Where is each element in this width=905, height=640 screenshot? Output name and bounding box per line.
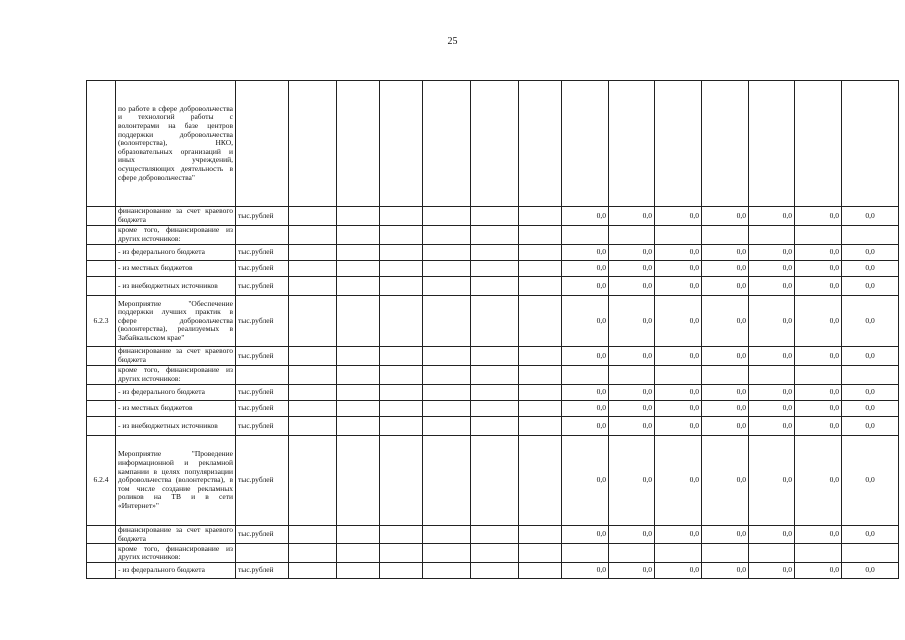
empty-cell — [471, 385, 519, 401]
empty-cell — [380, 296, 423, 347]
value-cell: 0,0 — [842, 296, 899, 347]
value-cell: 0,0 — [562, 347, 609, 366]
empty-cell — [337, 81, 380, 207]
value-cell: 0,0 — [795, 347, 842, 366]
value-cell: 0,0 — [795, 563, 842, 579]
value-cell: 0,0 — [842, 347, 899, 366]
row-number-cell — [87, 261, 116, 277]
table-row — [87, 366, 899, 385]
value-cell: 0,0 — [842, 385, 899, 401]
value-cell: 0,0 — [609, 563, 655, 579]
empty-cell — [423, 401, 471, 417]
value-cell: 0,0 — [562, 417, 609, 436]
value-cell: 0,0 — [702, 296, 749, 347]
empty-cell — [380, 366, 423, 385]
value-cell — [795, 81, 842, 207]
empty-cell — [423, 563, 471, 579]
value-cell: 0,0 — [655, 296, 702, 347]
value-cell: 0,0 — [702, 436, 749, 526]
value-cell: 0,0 — [749, 436, 795, 526]
row-description-cell: по работе в сфере добровольчества и технологий работы с волонтерами на базе центров поддержки добровольчества (волонтерства), НКО, образовательных организаций и иных учреждений, осуществляющих деятельность в сфере добровольчества" — [116, 81, 236, 207]
value-cell: 0,0 — [655, 347, 702, 366]
row-number-cell — [87, 347, 116, 366]
value-cell: 0,0 — [609, 401, 655, 417]
value-cell: 0,0 — [562, 245, 609, 261]
table-row — [87, 401, 899, 417]
row-description-cell: кроме того, финансирование из других источников: — [116, 544, 236, 563]
value-cell — [749, 544, 795, 563]
empty-cell — [337, 245, 380, 261]
value-cell: 0,0 — [609, 526, 655, 544]
value-cell: 0,0 — [655, 277, 702, 296]
empty-cell — [519, 544, 562, 563]
table-row — [87, 544, 899, 563]
row-number-cell — [87, 385, 116, 401]
value-cell — [562, 366, 609, 385]
empty-cell — [289, 385, 337, 401]
empty-cell — [337, 226, 380, 245]
value-cell — [842, 544, 899, 563]
value-cell — [702, 544, 749, 563]
empty-cell — [289, 245, 337, 261]
table-row — [87, 207, 899, 226]
value-cell: 0,0 — [655, 385, 702, 401]
row-unit-cell: тыс.рублей — [236, 261, 289, 277]
value-cell: 0,0 — [655, 563, 702, 579]
empty-cell — [423, 245, 471, 261]
value-cell: 0,0 — [609, 261, 655, 277]
value-cell: 0,0 — [702, 401, 749, 417]
empty-cell — [519, 526, 562, 544]
empty-cell — [337, 563, 380, 579]
row-number-cell — [87, 526, 116, 544]
value-cell: 0,0 — [795, 245, 842, 261]
value-cell: 0,0 — [562, 401, 609, 417]
value-cell: 0,0 — [609, 277, 655, 296]
empty-cell — [289, 226, 337, 245]
value-cell — [702, 366, 749, 385]
value-cell: 0,0 — [562, 296, 609, 347]
empty-cell — [519, 563, 562, 579]
empty-cell — [423, 81, 471, 207]
value-cell: 0,0 — [655, 436, 702, 526]
value-cell: 0,0 — [749, 401, 795, 417]
value-cell: 0,0 — [749, 417, 795, 436]
row-number-cell — [87, 226, 116, 245]
table-row — [87, 245, 899, 261]
empty-cell — [380, 526, 423, 544]
value-cell: 0,0 — [842, 526, 899, 544]
value-cell — [795, 226, 842, 245]
row-description-cell: - из федерального бюджета — [116, 245, 236, 261]
value-cell — [609, 226, 655, 245]
empty-cell — [380, 207, 423, 226]
row-unit-cell — [236, 81, 289, 207]
empty-cell — [337, 385, 380, 401]
value-cell: 0,0 — [702, 417, 749, 436]
empty-cell — [519, 81, 562, 207]
value-cell: 0,0 — [842, 436, 899, 526]
value-cell — [655, 544, 702, 563]
empty-cell — [471, 563, 519, 579]
value-cell: 0,0 — [562, 563, 609, 579]
row-unit-cell — [236, 366, 289, 385]
empty-cell — [289, 296, 337, 347]
empty-cell — [380, 226, 423, 245]
value-cell: 0,0 — [842, 401, 899, 417]
row-unit-cell — [236, 544, 289, 563]
value-cell — [702, 81, 749, 207]
value-cell: 0,0 — [842, 207, 899, 226]
value-cell: 0,0 — [609, 296, 655, 347]
empty-cell — [471, 401, 519, 417]
empty-cell — [471, 417, 519, 436]
row-unit-cell: тыс.рублей — [236, 417, 289, 436]
row-number-cell — [87, 81, 116, 207]
row-description-cell: - из внебюджетных источников — [116, 417, 236, 436]
value-cell: 0,0 — [702, 385, 749, 401]
value-cell — [795, 544, 842, 563]
value-cell: 0,0 — [655, 401, 702, 417]
empty-cell — [289, 81, 337, 207]
value-cell: 0,0 — [842, 245, 899, 261]
value-cell: 0,0 — [795, 261, 842, 277]
empty-cell — [423, 385, 471, 401]
value-cell: 0,0 — [702, 277, 749, 296]
row-description-cell: финансирование за счет краевого бюджета — [116, 526, 236, 544]
empty-cell — [423, 347, 471, 366]
row-number-cell: 6.2.3 — [87, 296, 116, 347]
empty-cell — [337, 436, 380, 526]
row-unit-cell: тыс.рублей — [236, 207, 289, 226]
empty-cell — [471, 366, 519, 385]
row-number-cell — [87, 563, 116, 579]
row-number-cell — [87, 544, 116, 563]
value-cell — [609, 544, 655, 563]
empty-cell — [471, 296, 519, 347]
empty-cell — [519, 417, 562, 436]
table-row — [87, 261, 899, 277]
table-row — [87, 81, 899, 207]
empty-cell — [289, 347, 337, 366]
empty-cell — [519, 296, 562, 347]
value-cell: 0,0 — [609, 207, 655, 226]
empty-cell — [337, 277, 380, 296]
page-number: 25 — [447, 36, 458, 47]
empty-cell — [471, 261, 519, 277]
value-cell: 0,0 — [562, 526, 609, 544]
table-body — [87, 81, 899, 579]
row-description-cell: финансирование за счет краевого бюджета — [116, 207, 236, 226]
table-row — [87, 526, 899, 544]
empty-cell — [423, 296, 471, 347]
value-cell: 0,0 — [609, 417, 655, 436]
empty-cell — [289, 366, 337, 385]
row-description-cell: - из федерального бюджета — [116, 563, 236, 579]
value-cell: 0,0 — [795, 207, 842, 226]
budget-table — [86, 80, 899, 579]
empty-cell — [289, 277, 337, 296]
row-description-cell: - из местных бюджетов — [116, 401, 236, 417]
empty-cell — [380, 436, 423, 526]
value-cell: 0,0 — [795, 526, 842, 544]
row-unit-cell: тыс.рублей — [236, 526, 289, 544]
value-cell: 0,0 — [562, 261, 609, 277]
table-row — [87, 296, 899, 347]
value-cell: 0,0 — [562, 385, 609, 401]
empty-cell — [519, 207, 562, 226]
empty-cell — [423, 544, 471, 563]
empty-cell — [471, 526, 519, 544]
value-cell: 0,0 — [655, 261, 702, 277]
empty-cell — [423, 261, 471, 277]
value-cell: 0,0 — [702, 261, 749, 277]
empty-cell — [380, 261, 423, 277]
empty-cell — [519, 385, 562, 401]
value-cell: 0,0 — [749, 526, 795, 544]
value-cell: 0,0 — [655, 245, 702, 261]
empty-cell — [519, 436, 562, 526]
value-cell: 0,0 — [702, 563, 749, 579]
value-cell: 0,0 — [795, 296, 842, 347]
empty-cell — [380, 544, 423, 563]
value-cell — [609, 366, 655, 385]
empty-cell — [380, 347, 423, 366]
row-description-cell: - из местных бюджетов — [116, 261, 236, 277]
value-cell — [842, 366, 899, 385]
empty-cell — [289, 544, 337, 563]
row-unit-cell: тыс.рублей — [236, 296, 289, 347]
value-cell: 0,0 — [795, 436, 842, 526]
empty-cell — [471, 81, 519, 207]
value-cell: 0,0 — [609, 436, 655, 526]
table-row — [87, 347, 899, 366]
value-cell — [842, 81, 899, 207]
value-cell: 0,0 — [749, 347, 795, 366]
value-cell: 0,0 — [702, 347, 749, 366]
empty-cell — [423, 366, 471, 385]
row-description-cell: кроме того, финансирование из других источников: — [116, 366, 236, 385]
value-cell — [655, 226, 702, 245]
empty-cell — [380, 563, 423, 579]
row-number-cell — [87, 401, 116, 417]
empty-cell — [289, 436, 337, 526]
empty-cell — [337, 207, 380, 226]
value-cell: 0,0 — [795, 417, 842, 436]
row-unit-cell: тыс.рублей — [236, 245, 289, 261]
empty-cell — [471, 226, 519, 245]
value-cell: 0,0 — [842, 277, 899, 296]
row-unit-cell: тыс.рублей — [236, 385, 289, 401]
value-cell — [842, 226, 899, 245]
value-cell — [749, 366, 795, 385]
empty-cell — [380, 245, 423, 261]
value-cell: 0,0 — [655, 207, 702, 226]
value-cell: 0,0 — [609, 385, 655, 401]
empty-cell — [380, 277, 423, 296]
value-cell: 0,0 — [749, 245, 795, 261]
empty-cell — [471, 207, 519, 226]
value-cell: 0,0 — [749, 296, 795, 347]
empty-cell — [519, 401, 562, 417]
table-row — [87, 277, 899, 296]
value-cell: 0,0 — [749, 563, 795, 579]
value-cell: 0,0 — [749, 385, 795, 401]
empty-cell — [337, 296, 380, 347]
value-cell: 0,0 — [655, 526, 702, 544]
empty-cell — [519, 261, 562, 277]
value-cell: 0,0 — [609, 347, 655, 366]
empty-cell — [519, 277, 562, 296]
value-cell — [749, 226, 795, 245]
row-description-cell: Мероприятие "Проведение информационной и рекламной кампании в целях популяризации добровольчества (волонтерства), в том числе создание рекламных роликов на ТВ и в сети «Интернет»" — [116, 436, 236, 526]
empty-cell — [519, 226, 562, 245]
value-cell — [655, 81, 702, 207]
table-row — [87, 563, 899, 579]
row-description-cell: кроме того, финансирование из других источников: — [116, 226, 236, 245]
value-cell: 0,0 — [749, 207, 795, 226]
value-cell: 0,0 — [562, 277, 609, 296]
empty-cell — [289, 261, 337, 277]
row-number-cell — [87, 245, 116, 261]
empty-cell — [471, 245, 519, 261]
row-number-cell — [87, 366, 116, 385]
empty-cell — [380, 417, 423, 436]
value-cell — [562, 544, 609, 563]
row-unit-cell: тыс.рублей — [236, 401, 289, 417]
row-unit-cell: тыс.рублей — [236, 277, 289, 296]
value-cell: 0,0 — [609, 245, 655, 261]
row-description-cell: Мероприятие "Обеспечение поддержки лучших практик в сфере добровольчества (волонтерства), реализуемых в Забайкальском крае" — [116, 296, 236, 347]
empty-cell — [423, 277, 471, 296]
value-cell — [609, 81, 655, 207]
empty-cell — [289, 563, 337, 579]
row-number-cell — [87, 277, 116, 296]
value-cell — [562, 81, 609, 207]
empty-cell — [289, 207, 337, 226]
value-cell: 0,0 — [842, 563, 899, 579]
value-cell: 0,0 — [842, 261, 899, 277]
empty-cell — [380, 81, 423, 207]
empty-cell — [423, 417, 471, 436]
value-cell: 0,0 — [702, 526, 749, 544]
empty-cell — [289, 417, 337, 436]
value-cell: 0,0 — [842, 417, 899, 436]
empty-cell — [423, 526, 471, 544]
empty-cell — [471, 544, 519, 563]
value-cell: 0,0 — [562, 436, 609, 526]
empty-cell — [423, 226, 471, 245]
value-cell: 0,0 — [702, 245, 749, 261]
row-number-cell — [87, 207, 116, 226]
row-unit-cell — [236, 226, 289, 245]
value-cell: 0,0 — [749, 261, 795, 277]
empty-cell — [423, 207, 471, 226]
value-cell — [562, 226, 609, 245]
value-cell: 0,0 — [795, 277, 842, 296]
row-unit-cell: тыс.рублей — [236, 436, 289, 526]
empty-cell — [337, 347, 380, 366]
empty-cell — [337, 366, 380, 385]
empty-cell — [519, 366, 562, 385]
row-description-cell: - из федерального бюджета — [116, 385, 236, 401]
empty-cell — [337, 526, 380, 544]
empty-cell — [471, 277, 519, 296]
row-unit-cell: тыс.рублей — [236, 347, 289, 366]
row-number-cell — [87, 417, 116, 436]
empty-cell — [337, 417, 380, 436]
value-cell — [749, 81, 795, 207]
table-row — [87, 436, 899, 526]
empty-cell — [471, 347, 519, 366]
value-cell: 0,0 — [702, 207, 749, 226]
empty-cell — [519, 245, 562, 261]
row-number-cell: 6.2.4 — [87, 436, 116, 526]
value-cell — [655, 366, 702, 385]
row-unit-cell: тыс.рублей — [236, 563, 289, 579]
empty-cell — [289, 401, 337, 417]
empty-cell — [380, 401, 423, 417]
empty-cell — [337, 401, 380, 417]
value-cell: 0,0 — [562, 207, 609, 226]
value-cell — [795, 366, 842, 385]
table-row — [87, 226, 899, 245]
value-cell: 0,0 — [749, 277, 795, 296]
table-row — [87, 385, 899, 401]
row-description-cell: - из внебюджетных источников — [116, 277, 236, 296]
empty-cell — [519, 347, 562, 366]
empty-cell — [380, 385, 423, 401]
row-description-cell: финансирование за счет краевого бюджета — [116, 347, 236, 366]
table-row — [87, 417, 899, 436]
value-cell: 0,0 — [655, 417, 702, 436]
value-cell: 0,0 — [795, 401, 842, 417]
empty-cell — [471, 436, 519, 526]
empty-cell — [337, 261, 380, 277]
empty-cell — [289, 526, 337, 544]
empty-cell — [423, 436, 471, 526]
empty-cell — [337, 544, 380, 563]
value-cell: 0,0 — [795, 385, 842, 401]
value-cell — [702, 226, 749, 245]
